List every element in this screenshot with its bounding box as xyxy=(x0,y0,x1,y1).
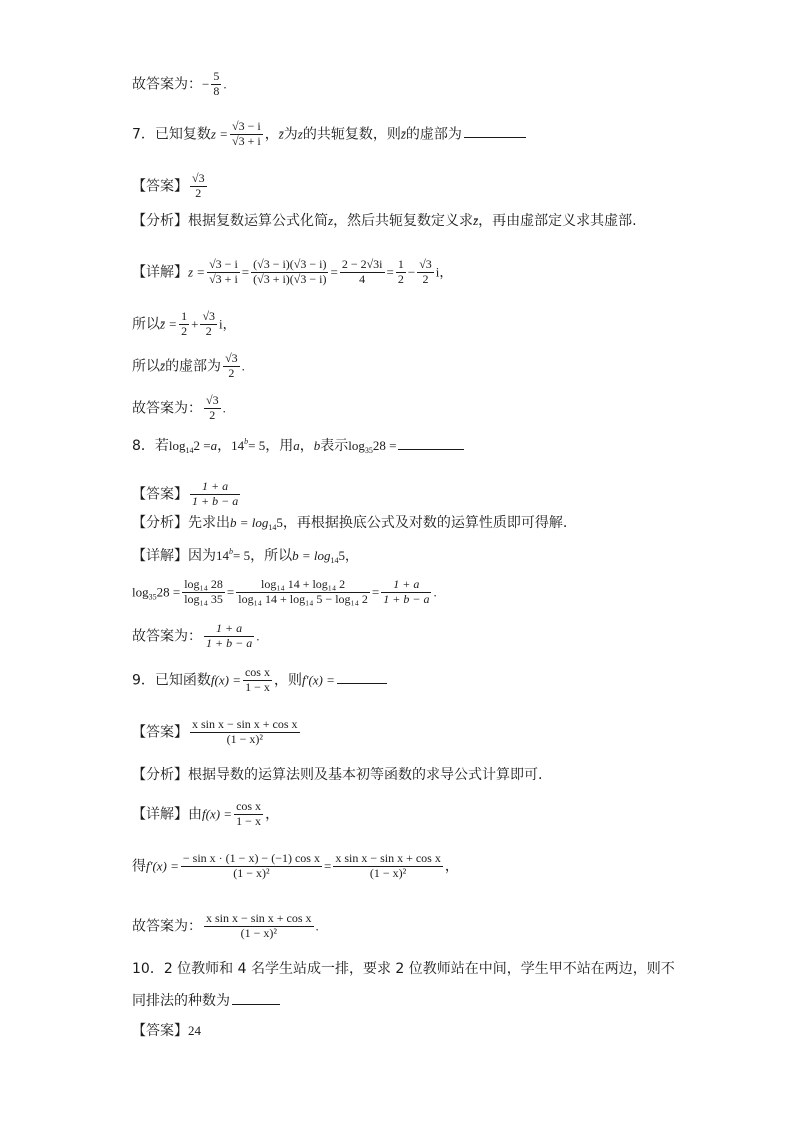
text: ，再根据换底公式及对数的运算性质即可得解. xyxy=(282,515,568,531)
numerator: 5 xyxy=(213,69,220,83)
math: b = log xyxy=(292,548,331,563)
numerator: x sin x − sin x + cos x xyxy=(206,911,312,925)
fraction xyxy=(333,852,443,881)
comma: ， xyxy=(217,438,232,454)
numerator: √3 − i xyxy=(209,257,238,271)
variable-z-bar: z̄ xyxy=(473,213,479,228)
fraction xyxy=(251,258,328,287)
period: . xyxy=(222,400,226,416)
fraction xyxy=(211,70,221,99)
variable-z-bar: z̄ = xyxy=(160,316,178,332)
numerator: 1 xyxy=(181,309,188,323)
q8-analysis xyxy=(132,516,567,532)
q8-final-answer xyxy=(132,622,259,651)
math: b = log xyxy=(230,515,269,530)
variable-a: a xyxy=(210,438,218,453)
q7-detail xyxy=(132,258,452,287)
text: 为 xyxy=(283,126,298,143)
q9-final-answer xyxy=(132,912,319,941)
text: 得 xyxy=(132,858,146,875)
q8-detail xyxy=(132,548,358,565)
equals-sign: = xyxy=(386,264,394,280)
denominator: 1 − x xyxy=(236,813,261,828)
comma: ， xyxy=(299,438,314,454)
q8-equation xyxy=(132,578,437,607)
text: 由 xyxy=(188,806,202,823)
text: 所以 xyxy=(132,316,160,333)
numerator: 2 − 2√3i xyxy=(341,257,383,271)
text: 因为 xyxy=(188,548,216,564)
prev-final-answer xyxy=(132,70,227,99)
answer-label: 【答案】 xyxy=(132,1023,188,1039)
text: 表示 xyxy=(320,438,349,454)
denominator: log₁₄ 14 + log₁₄ 5 − log₁₄ 2 xyxy=(238,591,368,606)
fraction xyxy=(230,120,263,149)
q7-analysis xyxy=(132,214,637,228)
variable-z-bar: z̄ xyxy=(278,126,284,142)
imaginary-unit: i， xyxy=(435,264,453,280)
comma: ， xyxy=(444,858,459,875)
period: . xyxy=(433,584,437,600)
answer-label: 【答案】 xyxy=(132,178,188,195)
denominator: 2 xyxy=(228,365,235,380)
denominator: 1 + b − a xyxy=(383,591,430,606)
analysis-label: 【分析】 xyxy=(132,767,188,783)
fraction xyxy=(204,394,221,423)
variable-z: z = xyxy=(210,126,229,142)
detail-label: 【详解】 xyxy=(132,264,188,281)
denominator: 2 xyxy=(181,323,188,338)
equals-sign: = xyxy=(241,264,250,280)
denominator: 2 xyxy=(397,271,404,286)
fraction xyxy=(179,310,189,339)
answer-value: 24 xyxy=(188,1023,201,1038)
equals-sign: = xyxy=(371,584,380,600)
q7-step-2 xyxy=(132,352,245,381)
derivative-f: f′(x) = xyxy=(146,858,179,874)
log-base: 14 xyxy=(330,556,339,565)
minus-sign: − xyxy=(407,264,416,280)
numerator: log₁₄ 28 xyxy=(184,577,223,591)
period: . xyxy=(256,628,260,644)
detail-label: 【详解】 xyxy=(132,806,188,823)
numerator: − sin x · (1 − x) − (−1) cos x xyxy=(182,851,320,865)
plus-sign: + xyxy=(191,316,199,332)
answer-label: 【答案】 xyxy=(132,486,188,503)
fraction xyxy=(204,622,254,651)
variable-z: z = xyxy=(188,264,206,280)
question-8 xyxy=(132,438,464,455)
fraction xyxy=(200,310,217,339)
denominator: √3 + i xyxy=(209,271,238,286)
log-symbol: log xyxy=(348,438,365,453)
text: 根据导数的运算法则及基本初等函数的求导公式计算即可. xyxy=(188,767,543,783)
math: 5 xyxy=(276,515,283,530)
text: 的虚部为 xyxy=(405,126,462,143)
fraction xyxy=(182,578,225,607)
denominator: 2 xyxy=(209,407,216,422)
text: 同排法的种数为 xyxy=(132,993,230,1009)
denominator: √3 + i xyxy=(232,133,261,148)
fraction xyxy=(190,480,240,509)
derivative-f: f′(x) = xyxy=(301,672,335,688)
numerator: x sin x − sin x + cos x xyxy=(192,717,298,731)
q10-answer xyxy=(132,1024,201,1038)
denominator: (1 − x)² xyxy=(369,865,407,880)
text: 先求出 xyxy=(188,515,230,531)
variable-b: b xyxy=(313,438,321,453)
variable-z-bar: z̄ xyxy=(160,358,166,374)
answer-label: 【答案】 xyxy=(132,724,188,741)
numerator: cos x xyxy=(236,799,262,813)
numerator: √3 xyxy=(206,393,219,407)
comma: ， xyxy=(264,126,279,143)
denominator: (1 − x)² xyxy=(240,925,277,940)
numerator: (√3 − i)(√3 − i) xyxy=(253,257,327,271)
question-7 xyxy=(132,120,526,149)
fraction xyxy=(396,258,406,287)
analysis-label: 【分析】 xyxy=(132,213,188,229)
fraction xyxy=(190,718,300,747)
text: ，用 xyxy=(265,438,294,454)
q8-answer xyxy=(132,480,242,509)
question-number-text: 8．若 xyxy=(132,438,169,454)
fraction xyxy=(190,172,207,201)
math: 14 xyxy=(231,438,245,453)
math: 5， xyxy=(338,548,358,563)
log-symbol: log xyxy=(132,584,149,600)
q9-answer xyxy=(132,718,302,747)
denominator: 8 xyxy=(213,83,220,98)
minus-sign: − xyxy=(202,76,210,92)
fraction xyxy=(417,258,434,287)
answer-blank xyxy=(464,136,526,138)
log-symbol: log xyxy=(168,438,186,453)
answer-blank xyxy=(398,448,464,450)
period: . xyxy=(315,918,319,934)
log-base: 35 xyxy=(364,446,373,455)
q7-step-1 xyxy=(132,310,236,339)
detail-label: 【详解】 xyxy=(132,548,188,564)
math: 28 = xyxy=(372,438,397,453)
log-base: 14 xyxy=(268,523,277,532)
fraction xyxy=(340,258,385,287)
question-10-line-1 xyxy=(132,962,675,976)
log-base: 14 xyxy=(185,446,194,455)
text: ，则 xyxy=(273,672,302,689)
fraction xyxy=(204,912,314,941)
imaginary-unit: i， xyxy=(219,316,236,332)
denominator: 4 xyxy=(359,271,366,286)
numerator: √3 xyxy=(202,309,216,323)
equals-sign: = xyxy=(330,264,338,280)
q9-derivation xyxy=(132,852,459,881)
denominator: log₁₄ 35 xyxy=(184,591,223,606)
math: = 5 xyxy=(248,438,266,453)
denominator: 2 xyxy=(205,323,212,338)
question-10-line-2 xyxy=(132,994,280,1008)
variable-a: a xyxy=(293,438,300,453)
fraction xyxy=(234,800,263,829)
math: 14 xyxy=(216,548,229,563)
question-number-text: 7．已知复数 xyxy=(132,126,211,143)
equals-sign: = xyxy=(226,584,235,600)
text: 所以 xyxy=(132,358,160,375)
text: 故答案为： xyxy=(132,628,202,645)
log-base: 35 xyxy=(148,592,157,602)
numerator: √3 − i xyxy=(232,119,261,133)
text: ，再由虚部定义求其虚部. xyxy=(478,213,637,229)
text: 的虚部为 xyxy=(165,358,222,375)
numerator: cos x xyxy=(244,665,270,679)
text: 10．2 位教师和 4 名学生站成一排，要求 2 位教师站在中间，学生甲不站在两边，则不 xyxy=(132,961,675,977)
fraction xyxy=(243,666,272,695)
fraction xyxy=(207,258,240,287)
text: ，然后共轭复数定义求 xyxy=(333,213,474,229)
exponent-b: b xyxy=(229,547,233,556)
q9-detail xyxy=(132,800,279,829)
numerator: 1 + a xyxy=(204,622,254,637)
fraction xyxy=(181,852,322,881)
math: = 5 xyxy=(233,548,251,563)
denominator: 2 xyxy=(195,185,202,200)
function-f: f(x) = xyxy=(210,672,241,688)
fraction xyxy=(381,578,431,607)
analysis-label: 【分析】 xyxy=(132,515,188,531)
denominator: (√3 + i)(√3 − i) xyxy=(253,271,327,286)
fraction xyxy=(223,352,240,381)
variable-z: z xyxy=(328,213,334,228)
denominator: (1 − x)² xyxy=(233,865,270,880)
denominator: 2 xyxy=(422,271,429,286)
denominator: (1 − x)² xyxy=(226,731,263,746)
text: 故答案为： xyxy=(132,76,202,93)
period: . xyxy=(241,358,245,374)
variable-z-bar: z̄ xyxy=(400,126,406,142)
denominator: 1 + b − a xyxy=(206,635,253,650)
text: 根据复数运算公式化简 xyxy=(188,213,328,229)
fraction xyxy=(236,578,370,607)
denominator: 1 − x xyxy=(245,679,270,694)
math: 28 = xyxy=(156,584,181,600)
text: ，所以 xyxy=(250,548,293,564)
math: 2 = xyxy=(193,438,211,453)
comma: ， xyxy=(265,806,280,823)
answer-blank xyxy=(337,682,387,684)
equals-sign: = xyxy=(323,858,332,874)
question-number-text: 9．已知函数 xyxy=(132,672,211,689)
variable-z: z xyxy=(297,126,303,142)
exponent-b: b xyxy=(244,437,249,446)
numerator: x sin x − sin x + cos x xyxy=(335,851,441,865)
numerator: 1 + a xyxy=(381,578,431,593)
denominator: 1 + b − a xyxy=(192,493,239,508)
numerator: √3 xyxy=(419,257,432,271)
period: . xyxy=(223,76,227,92)
numerator: 1 + a xyxy=(190,480,240,495)
q7-answer xyxy=(132,172,209,201)
numerator: 1 xyxy=(397,257,404,271)
text: 的共轭复数，则 xyxy=(302,126,401,143)
numerator: √3 xyxy=(225,351,238,365)
function-f: f(x) = xyxy=(202,806,233,822)
q9-analysis xyxy=(132,768,542,782)
text: 故答案为： xyxy=(132,918,202,935)
numerator: log₁₄ 14 + log₁₄ 2 xyxy=(236,578,370,593)
answer-blank xyxy=(232,1003,280,1005)
q7-final-answer xyxy=(132,394,226,423)
numerator: √3 xyxy=(192,171,205,185)
text: 故答案为： xyxy=(132,400,202,417)
question-9 xyxy=(132,666,387,695)
